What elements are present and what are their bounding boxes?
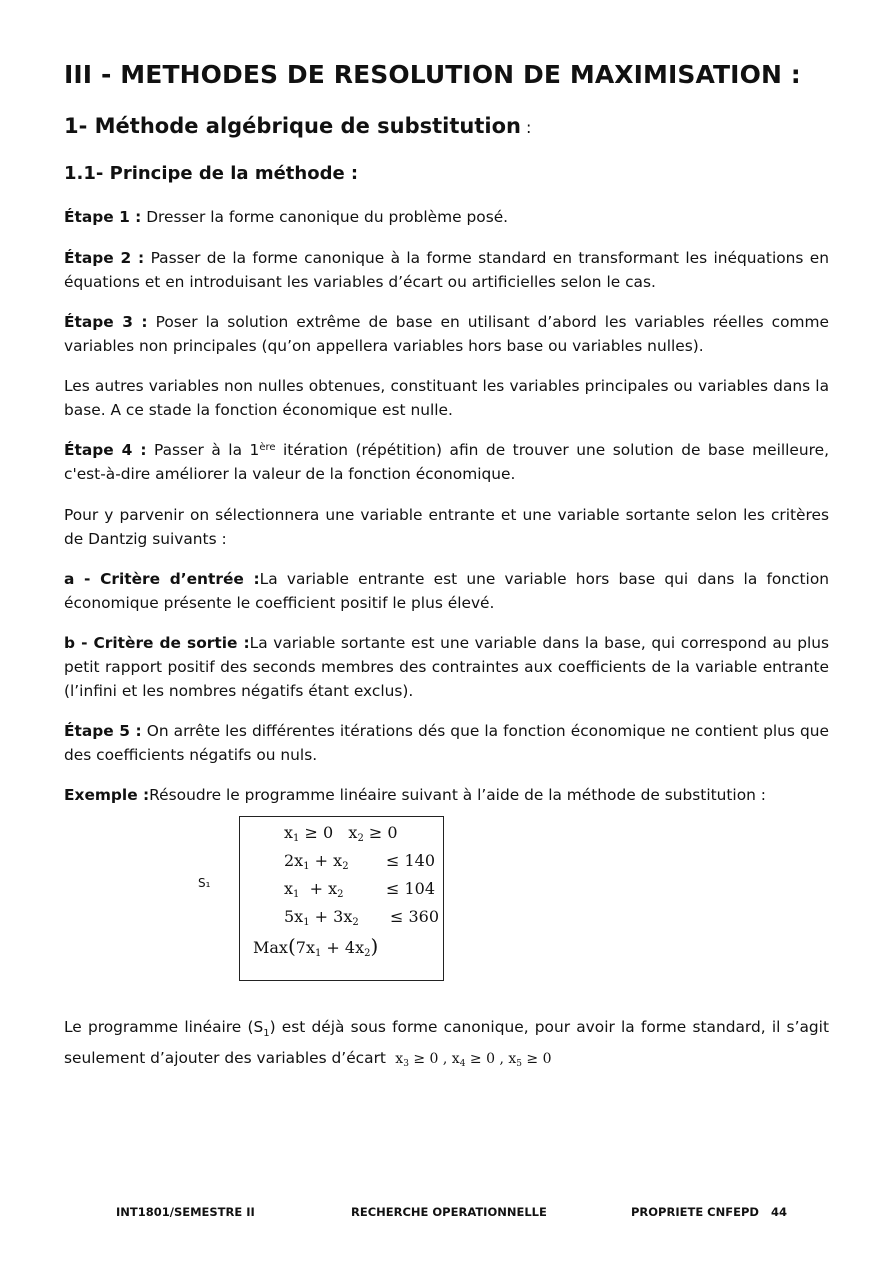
linear-program-box [239,816,444,981]
example-paragraph [64,783,829,807]
conclusion-paragraph [64,1015,829,1071]
step-3-label: Étape 3 : [64,313,148,331]
conclusion-subscript: 1 [263,1028,270,1040]
exit-criterion-paragraph [64,631,829,703]
entry-criterion-paragraph [64,567,829,615]
step-5-label: Étape 5 : [64,722,142,740]
constraint-nonnegativity: $x_1 \ge 0$ $x_2 \ge 0$ [284,823,398,844]
footer-course-code: INT1801/SEMESTRE II [116,1205,255,1219]
constraint-2-lhs: $x_1 + x_2$ [284,879,344,900]
constraint-1-rhs: ≤ 140 [386,851,436,870]
step-1-text: Dresser la forme canonique du problème posé. [141,208,509,226]
step-4-text-b: itération (répétition) afin de trouver une solution de base meilleure, c'est-à-dire améliorer la valeur de la fonction économique. [64,441,829,483]
constraint-3-rhs: ≤ 360 [390,907,440,926]
step-1-label: Étape 1 : [64,208,142,226]
conclusion-text-b: ) est déjà sous forme canonique, pour avoir la forme standard, il s’agit seulement d’ajouter des variables d’écart [64,1018,829,1068]
subsection-heading-colon: : [520,118,532,137]
step-3-continuation: Les autres variables non nulles obtenues, constituant les variables principales ou variables dans la base. A ce stade la fonction économique est nulle. [64,377,829,419]
constraint-3-lhs: $5x_1 + 3x_2$ [284,907,359,928]
system-label: S₁ [198,876,211,890]
step-4-text-a: Passer à la 1 [146,441,260,459]
subsection-heading [64,114,531,138]
footer-owner: PROPRIETE CNFEPD [631,1205,759,1219]
objective-function: $Max(7x_1 + 4x_2)$ [253,934,379,959]
step-3-text: Poser la solution extrême de base en utilisant d’abord les variables réelles comme variables non principales (qu’on appellera variables hors base ou variables nulles). [64,313,829,355]
entry-criterion-text: La variable entrante est une variable hors base qui dans la fonction économique présente le coefficient positif le plus élevé. [64,570,829,612]
step-4-paragraph [64,438,829,486]
entry-criterion-label: a - Critère d’entrée : [64,570,260,588]
step-2-text: Passer de la forme canonique à la forme standard en transformant les inéquations en équations et en introduisant les variables d’écart ou artificielles selon le cas. [64,249,829,291]
constraint-2-rhs: ≤ 104 [386,879,436,898]
subsection-heading-text: 1- Méthode algébrique de substitution [64,114,521,138]
dantzig-paragraph: Pour y parvenir on sélectionnera une variable entrante et une variable sortante selon les critères de Dantzig suivants : [64,506,829,548]
step-2-paragraph [64,246,829,294]
slack-variables-formula: $x_3 \ge 0$ , $x_4 \ge 0$ , $x_5 \ge 0$ [390,1051,552,1070]
example-label: Exemple : [64,786,150,804]
example-text: Résoudre le programme linéaire suivant à l’aide de la méthode de substitution : [149,786,766,804]
conclusion-text-a: Le programme linéaire (S [64,1018,264,1036]
step-2-label: Étape 2 : [64,249,145,267]
footer-page-number: 44 [771,1205,788,1219]
constraint-1-lhs: $2x_1 + x_2$ [284,851,349,872]
footer-title: RECHERCHE OPERATIONNELLE [351,1205,547,1219]
exit-criterion-label: b - Critère de sortie : [64,634,250,652]
subsubsection-heading: 1.1- Principe de la méthode : [64,163,359,184]
step-1-paragraph [64,205,829,229]
step-5-text: On arrête les différentes itérations dés que la fonction économique ne contient plus que des coefficients négatifs ou nuls. [64,722,829,764]
step-4-superscript: ère [259,442,276,453]
exit-criterion-text: La variable sortante est une variable dans la base, qui correspond au plus petit rapport positif des seconds membres des contraintes aux coefficients de la variable entrante (l’infini et les nombres négatifs étant exclus). [64,634,830,700]
section-heading: III - METHODES DE RESOLUTION DE MAXIMISATION : [64,60,801,89]
step-5-paragraph [64,719,829,767]
step-4-label: Étape 4 : [64,441,147,459]
step-3-paragraph [64,310,829,358]
